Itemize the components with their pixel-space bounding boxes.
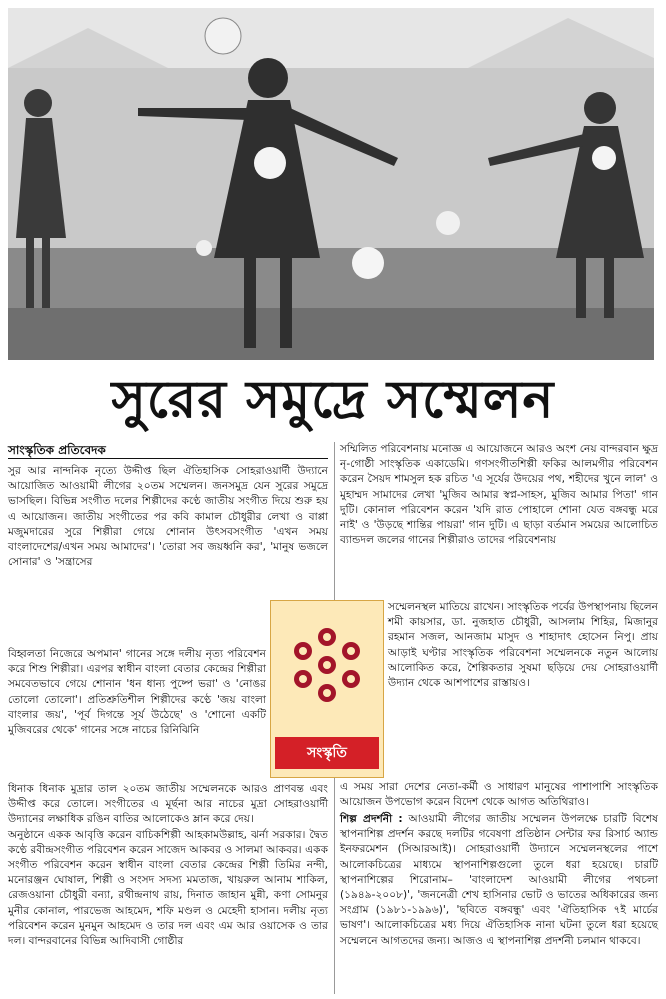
byline: সাংস্কৃতিক প্রতিবেদক: [8, 443, 106, 457]
column-1-middle: বিহ্বলতা নিজেরে অপমান' গানের সঙ্গে দলীয় নৃত্য পরিবেশন করে শিশু শিল্পীরা। এরপর স্বাধীন বাংলা বেতার কেন্দ্রের শিল্পীরা সমবেতভাবে গেয়ে শোনান 'ধন ধান্য পুষ্পে ভরা' ও 'নোঙর তোলো তোলো'। প্রতিশ্রুতিশীল শিল্পীদের কণ্ঠে 'জয় বাংলা বাংলার জয়', 'পূর্ব দিগন্তে সূর্য উঠেছে' ও 'শোনো একটি মুজিবরের থেকে' গানের সঙ্গে নাচের রিনিঝিনি: [8, 648, 266, 737]
art-exhibition-section: [340, 812, 658, 949]
column-2-middle: সম্মেলনস্থল মাতিয়ে রাখেন। সাংস্কৃতিক পর্বের উপস্থাপনায় ছিলেন শমী কায়সার, ডা. নুজহাত চৌধুরী, আসলাম শিহির, মিজানুর রহমান সজল, আনজাম মাসুদ ও শাহাদাৎ হোসেন নিপু। প্রায় আড়াই ঘণ্টার সাংস্কৃতিক পরিবেশনা সম্মেলনকে নতুন আলোয় আলোকিত করে, শৈল্পিকতার সুষমা ছড়িয়ে দেয় সোহরাওয়ার্দী উদ্যান থেকে আশপাশের রাস্তায়ও।: [388, 601, 658, 690]
culture-emblem-icon: [283, 611, 371, 731]
art-exhibition-heading: শিল্প প্রদর্শনী :: [340, 813, 403, 825]
culture-section-badge: [270, 600, 384, 778]
dance-photo-illustration: [8, 8, 654, 360]
byline-rule: [8, 458, 328, 459]
dance-photo: [8, 8, 654, 360]
culture-badge-label: সংস্কৃতি: [275, 737, 379, 769]
column-2-bottom: এ সময় সারা দেশের নেতা-কর্মী ও সাধারণ মানুষের পাশাপাশি সাংস্কৃতিক আয়োজন উপভোগ করেন বিদেশ থেকে আগত অতিথিরাও।: [340, 781, 658, 809]
art-exhibition-body: আওয়ামী লীগের জাতীয় সম্মেলন উপলক্ষে চারটি বিশেষ স্থাপনাশিল্প প্রদর্শন করছে দলটির গবেষণা প্রতিষ্ঠান সেন্টার ফর রিসার্চ অ্যান্ড ইনফরমেশন (সিআরআই)। সোহরাওয়ার্দী উদ্যানে সম্মেলনস্থলের পাশে আলোকচিত্রের মাধ্যমে স্থাপনাশিল্পগুলো তুলে ধরা হয়েছে। চারটি স্থাপনাশিল্পের শিরোনাম– 'বাংলাদেশ আওয়ামী লীগের পথচলা (১৯৪৯-২০০৮)', 'জননেত্রী শেখ হাসিনার ভোট ও ভাতের অধিকারের জন্য সংগ্রাম (১৯৮১-১৯৯৬)', 'ছবিতে বঙ্গবন্ধু' এবং 'ঐতিহাসিক ৭ই মার্চের ভাষণ'। আলোকচিত্রের মধ্য দিয়ে ঐতিহাসিক নানা ঘটনা তুলে ধরা হয়েছে সম্মেলনে আগতদের জন্য। আজও এ স্থাপনাশিল্প প্রদর্শনী চলমান থাকবে।: [340, 813, 658, 947]
column-1-bottom: ধিনাক ধিনাক মুদ্রার তাল ২০তম জাতীয় সম্মেলনকে আরও প্রাণবন্ত এবং উদ্দীপ্ত করে তোলে। সংগীতের এ মূর্ছনা আর নাচের মুদ্রা সোহরাওয়ার্দী উদ্যানের লক্ষাধিক রঙিন বাতির আলোকেও ম্লান করে দেয়। অনুষ্ঠানে একক আবৃত্তি করেন বাচিকশিল্পী আহকামউল্লাহ, ঝর্না সরকার। দ্বৈত কণ্ঠে রবীন্দ্রসংগীত পরিবেশন করেন সাজেদ আকবর ও সালমা আকবর। একক সংগীত পরিবেশন করেন স্বাধীন বাংলা বেতার কেন্দ্রের শিল্পী তিমির নন্দী, মনোরঞ্জন ঘোষাল, শিল্পী ও সংসদ সদস্য মমতাজ, খায়রুল আনাম শাকিল, রেজওয়ানা চৌধুরী বন্যা, রথীন্দ্রনাথ রায়, দিনাত জাহান মুন্নী, কণা সোমনুর মুনীর কোনাল, পারভেজ আহমেদ, শফি মণ্ডল ও মেহেদী হাসান। দলীয় নৃত্য পরিবেশন করেন মুনমুন আহমেদ ও তার দল এবং এম আর ওয়াসেক ও তার দল। বান্দরবানের বিভিন্ন আদিবাসী গোষ্ঠীর: [8, 783, 328, 948]
headline: সুরের সমুদ্রে সম্মেলন: [111, 369, 555, 430]
column-1-top: সুর আর নান্দনিক নৃত্যে উদ্দীপ্ত ছিল ঐতিহাসিক সোহরাওয়ার্দী উদ্যানে আয়োজিত আওয়ামী লীগের ২০তম সম্মেলন। জনসমুদ্র যেন সুরের সমুদ্রে ভাসছিল। বিভিন্ন সংগীত দলের শিল্পীদের কণ্ঠে জাতীয় সংগীত দিয়ে শুরু হয় এ আয়োজন। জাতীয় সংগীতের পর কবি কামাল চৌধুরীর লেখা ও বাপ্পা মজুমদারের সুরে শিল্পীরা গেয়ে শোনান উৎসবসংগীত 'এখন সময় বাংলাদেশের/এখন সময় আমাদের'। 'তোরা সব জয়ধ্বনি কর', 'মানুষ ভজলে সোনার' ও 'সন্ত্রাসের: [8, 465, 328, 569]
column-2-top: সম্মিলিত পরিবেশনায় মনোজ্ঞ এ আয়োজনে আরও অংশ নেয় বান্দরবান ক্ষুদ্র নৃ-গোষ্ঠী সাংস্কৃতিক একাডেমি। গণসংগীতশিল্পী ফকির আলমগীর পরিবেশন করেন সৈয়দ শামসুল হক রচিত 'এ সূর্যের উদয়ের পথ, শহীদের খুনে লাল' ও মুহাম্মদ সামাদের লেখা 'মুজিব আমার স্বপ্ন-সাহস, মুজিব আমার পিতা' গান দুটি। কোনাল পরিবেশন করেন 'যদি রাত পোহালে শোনা যেত বঙ্গবন্ধু মরে নাই' ও 'উড়ছে শান্তির পায়রা' গান দুটি। এ ছাড়া বর্তমান সময়ের আলোচিত ব্যান্ডদল জলের গানের শিল্পীরাও তাদের পরিবেশনায়: [340, 443, 658, 547]
